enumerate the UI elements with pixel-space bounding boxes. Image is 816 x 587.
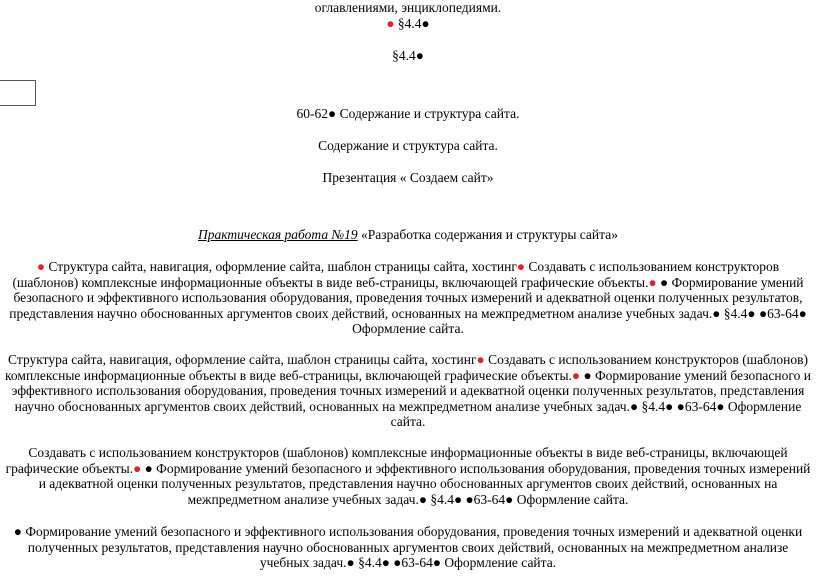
topic-title: Содержание и структура сайта.	[336, 106, 520, 121]
black-bullet-icon: ●	[144, 460, 153, 476]
black-bullet-icon: ●	[716, 398, 725, 414]
red-bullet-icon: ●	[516, 259, 526, 274]
red-bullet-icon: ●	[36, 259, 45, 274]
red-bullet-icon: ●	[571, 367, 581, 383]
black-bullet-icon: ●	[393, 555, 402, 570]
text-line-5: Содержание и структура сайта.	[318, 138, 498, 153]
red-bullet-icon: ●	[476, 352, 485, 367]
para-text: Формирование умений безопасного и эффективного использования оборудования, проведения точных измерений и адекватной оценки полученных результатов, представления научно обоснованных аргументов своих действий, основанных на межпредметном анализе учебных задач.	[21, 524, 803, 570]
paragraph-2	[4, 352, 812, 430]
black-bullet-icon: ●	[747, 305, 756, 321]
para-text: 63-64	[401, 555, 433, 570]
practical-work-subtitle: «Разработка содержания и структуры сайта»	[357, 227, 618, 242]
paragraph-1	[4, 259, 812, 337]
black-bullet-icon: ●	[465, 491, 474, 507]
page-range: 60-62	[296, 106, 329, 121]
black-bullet-icon: ●	[798, 305, 807, 321]
text-line-2	[0, 16, 816, 32]
para-text: Создавать с использованием конструкторов (шаблонов) комплексные информационные объекты в виде веб-страницы, включающей графические объекты.	[5, 352, 808, 383]
section-ref: §4.4	[392, 48, 416, 63]
black-bullet-icon: ●	[758, 305, 768, 321]
para-text: Формирование умений безопасного и эффективного использования оборудования, проведения точных измерений и адекватной оценки полученных результатов, представления научно обоснованных аргументов своих действий, основанных на межпредметном анализе учебных задач.	[38, 460, 811, 507]
black-bullet-icon: ●	[13, 524, 22, 539]
para-text: 63-64	[767, 305, 799, 321]
para-text: Формирование умений безопасного и эффективного использования оборудования, проведения точных измерений и адекватной оценки полученных результатов, представления научно обоснованных аргументов своих действий, основанных на межпредметном анализе учебных задач.	[9, 274, 804, 321]
para-text: Оформление сайта.	[441, 555, 557, 570]
text-line-1: оглавлениями, энциклопедиями.	[314, 0, 502, 15]
black-bullet-icon: ●	[418, 491, 427, 507]
black-bullet-icon: ●	[676, 398, 685, 414]
text-line-6: Презентация « Создаем сайт»	[322, 170, 494, 185]
para-text: §4.4	[720, 305, 748, 321]
black-bullet-icon: ●	[421, 16, 430, 31]
para-text: Создавать с использованием конструкторов (шаблонов) комплексные информационные объекты в виде веб-страницы, включающей графические объекты.	[12, 259, 780, 290]
red-bullet-icon: ●	[648, 274, 657, 290]
black-bullet-icon: ●	[328, 106, 337, 121]
black-bullet-icon: ●	[415, 48, 424, 63]
black-bullet-icon: ●	[583, 367, 592, 383]
para-text: Структура сайта, навигация, оформление сайта, шаблон страницы сайта, хостинг	[8, 352, 477, 367]
black-bullet-icon: ●	[381, 555, 390, 570]
text-line-3	[0, 48, 816, 64]
para-text: Структура сайта, навигация, оформление сайта, шаблон страницы сайта, хостинг	[45, 259, 517, 274]
para-text: Создавать с использованием конструкторов (шаблонов) комплексные информационные объекты в виде веб-страницы, включающей графические объекты.	[5, 445, 788, 476]
black-bullet-icon: ●	[346, 555, 355, 570]
empty-cell-box	[0, 80, 36, 106]
para-text: §4.4	[426, 491, 454, 507]
paragraph-4	[4, 524, 812, 571]
paragraph-3	[4, 445, 812, 507]
black-bullet-icon: ●	[665, 398, 674, 414]
black-bullet-icon: ●	[659, 274, 669, 290]
para-text: Формирование умений безопасного и эффективного использования оборудования, проведения точных измерений и адекватной оценки полученных результатов, представления научно обоснованных аргументов своих действий, основанных на межпредметном анализе учебных задач.	[11, 367, 811, 414]
black-bullet-icon: ●	[453, 491, 463, 507]
section-ref: §4.4	[397, 16, 422, 31]
practical-work-title: Практическая работа №19	[198, 227, 358, 242]
black-bullet-icon: ●	[629, 398, 639, 414]
red-bullet-icon: ●	[386, 16, 395, 31]
para-text: §4.4	[354, 555, 382, 570]
red-bullet-icon: ●	[133, 460, 142, 476]
para-text: §4.4	[638, 398, 666, 414]
para-text: 63-64	[684, 398, 717, 414]
para-text: Оформление сайта.	[513, 491, 629, 507]
black-bullet-icon: ●	[712, 305, 721, 321]
black-bullet-icon: ●	[432, 555, 442, 570]
black-bullet-icon: ●	[505, 491, 514, 507]
text-line-4	[0, 106, 816, 122]
para-text: 63-64	[473, 491, 506, 507]
practical-work-heading	[0, 227, 816, 243]
para-text: Оформление сайта.	[390, 398, 802, 429]
para-text: Оформление сайта.	[352, 321, 464, 336]
